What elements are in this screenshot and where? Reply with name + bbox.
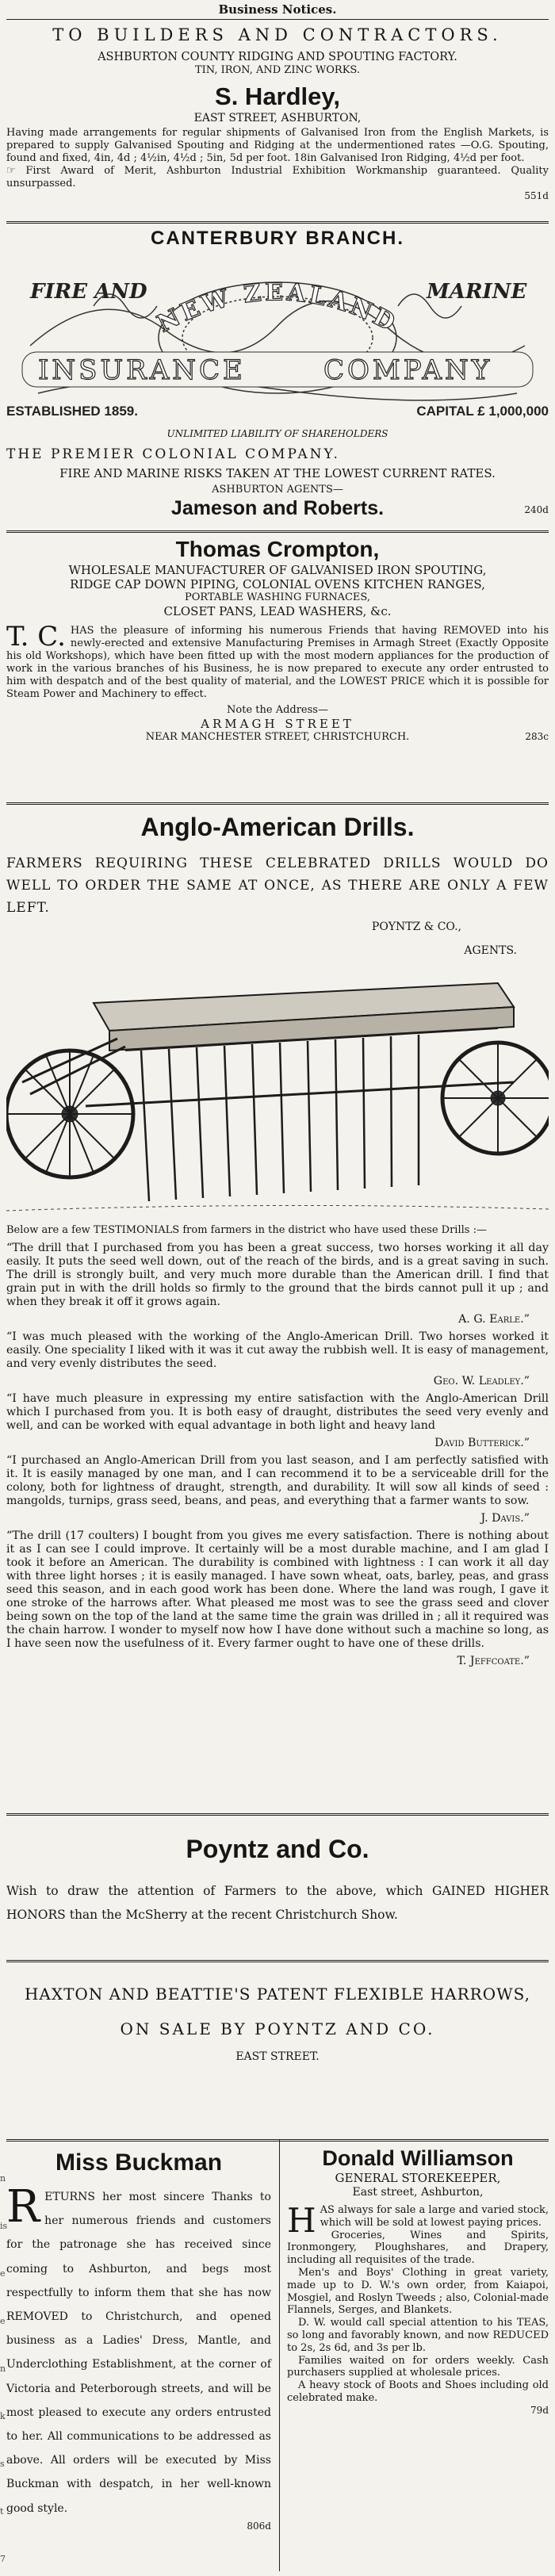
marine-label: MARINE xyxy=(427,280,527,304)
williamson-advert xyxy=(287,2139,549,2571)
crompton-note: Note the Address— xyxy=(227,704,328,716)
advert-ref: 79d xyxy=(530,2404,549,2416)
gutter-letter: is xyxy=(0,2221,8,2231)
insurance-premier: THE PREMIER COLONIAL COMPANY. xyxy=(6,446,340,462)
testimonial-text: “I purchased an Anglo-American Drill from you last season, and I am perfectly satisfied with it. It is easily managed by one man, and I can recommend it to be a serviceable drill for the colony, both for lightness of draught, strength, and durability. It will sow all kinds of seed : mangolds, turnips, grass seed, beans, and peas, and everything that a farmer wants to sow. xyxy=(6,1454,549,1507)
crompton-near: NEAR MANCHESTER STREET, CHRISTCHURCH. xyxy=(145,731,410,743)
williamson-dropcap: H xyxy=(287,2201,316,2240)
advert-ref: 551d xyxy=(524,190,549,201)
crompton-street: ARMAGH STREET xyxy=(201,717,354,731)
established-label: ESTABLISHED 1859. xyxy=(6,404,138,419)
harrows-line: HAXTON AND BEATTIE'S PATENT FLEXIBLE HARROWS, xyxy=(24,1985,531,2004)
williamson-place: East street, Ashburton, xyxy=(352,2186,484,2199)
insurance-risks: FIRE AND MARINE RISKS TAKEN AT THE LOWEST CURRENT RATES. xyxy=(59,466,496,480)
advert-ref: 806d xyxy=(247,2520,271,2532)
section-header: Business Notices. xyxy=(218,2,337,17)
drill-wheel xyxy=(442,1043,549,1154)
williamson-para: AS always for sale a large and varied stock, which will be sold at lowest paying prices. xyxy=(320,2204,549,2229)
harrows-line: ON SALE BY POYNTZ AND CO. xyxy=(120,2019,435,2038)
seed-drill-illustration xyxy=(6,963,549,1221)
testimonial xyxy=(6,1529,549,1668)
ground-line xyxy=(6,1205,549,1211)
hardley-name: S. Hardley, xyxy=(215,82,340,110)
drills-advert xyxy=(6,805,549,1813)
testimonial-signature: David Butterick.” xyxy=(434,1437,530,1449)
company-word: COMPANY xyxy=(323,354,493,386)
advert-ref: 240d xyxy=(524,504,549,515)
gutter-letter: e xyxy=(0,2268,6,2279)
fire-label: FIRE AND xyxy=(30,280,147,304)
poyntz-body: Wish to draw the attention of Farmers to the above, which GAINED HIGHER HONORS than the McSherry at the recent Christchurch Show. xyxy=(6,1884,549,1922)
gutter-letter: n xyxy=(0,2173,6,2184)
hardley-award: ☞ First Award of Merit, Ashburton Industrial Exhibition Workmanship guaranteed. Quality unsurpassed. xyxy=(6,165,549,189)
drill-wheel xyxy=(6,1051,133,1177)
testimonial-signature: T. Jeffcoate.” xyxy=(457,1655,530,1667)
williamson-para: Men's and Boys' Clothing in great variety, made up to D. W.'s own order, from Kaiapoi, Mosgiel, and Roslyn Tweeds ; also, Colonial-made Flannels, Serges, and Blankets. xyxy=(287,2266,549,2317)
insurance-emblem xyxy=(6,251,549,425)
crompton-line: RIDGE CAP DOWN PIPING, COLONIAL OVENS KITCHEN RANGES, xyxy=(70,577,485,591)
column-divider xyxy=(279,2139,280,2571)
williamson-para: D. W. would call special attention to his TEAS, so long and favorably known, and now REDUCED to 2s, 2s 6d, and 3s per lb. xyxy=(287,2317,549,2354)
drills-intro: Below are a few TESTIMONIALS from farmers in the district who have used these Drills :— xyxy=(6,1224,487,1236)
buckman-body: ETURNS her most sincere Thanks to her numerous friends and customers for the patronage she has received since coming to Ashburton, and begs most respectfully to inform them that she has now REMOVED to Christchurch, and opened business as a Ladies' Dress, Mantle, and Underclothing Establishment, at the corner of Victoria and Peterborough streets, and will be most pleased to execute any orders entrusted to her. All communications to be addressed as above. All orders will be executed by Miss Buckman with despatch, in her well-known good style. xyxy=(6,2191,271,2515)
williamson-sub: GENERAL STOREKEEPER, xyxy=(335,2171,501,2185)
crompton-advert xyxy=(6,533,549,802)
drills-agents: AGENTS. xyxy=(464,944,517,957)
two-column-section xyxy=(0,2139,549,2571)
testimonial-signature: A. G. Earle.” xyxy=(458,1313,530,1326)
poyntz-title: Poyntz and Co. xyxy=(186,1835,369,1863)
drill-coulters xyxy=(141,1035,419,1201)
crompton-initials: T. C. xyxy=(6,621,66,653)
testimonial-signature: Geo. W. Leadley.” xyxy=(433,1375,530,1388)
gutter-letter: t xyxy=(0,2506,4,2517)
hardley-body: Having made arrangements for regular shipments of Galvanised Iron from the English Markets, is prepared to supply Galvanised Spouting and Ridging at the undermentioned rates —O.G. Spouting, found and fixed, 4in, 4d ; 4½in, 4½d ; 5in, 5d per foot. 18in Galvanised Iron Ridging, 4½d per foot. xyxy=(6,127,549,164)
williamson-para: A heavy stock of Boots and Shoes including old celebrated make. xyxy=(287,2379,549,2404)
harrows-advert xyxy=(6,1962,549,2124)
drills-title: Anglo-American Drills. xyxy=(140,813,415,841)
gutter-letter: s xyxy=(0,2459,5,2469)
gutter-letter: k xyxy=(0,2411,6,2421)
insurance-advert xyxy=(6,224,549,530)
advert-column xyxy=(6,0,549,2124)
emblem-arc-title: NEW ZEALAND xyxy=(152,278,403,339)
williamson-para: Families waited on for orders weekly. Cash purchasers supplied at wholesale prices. xyxy=(287,2354,549,2379)
testimonial xyxy=(6,1242,549,1326)
capital-label: CAPITAL £ 1,000,000 xyxy=(416,404,549,419)
hardley-heading: TO BUILDERS AND CONTRACTORS. xyxy=(52,25,503,44)
crompton-body: HAS the pleasure of informing his numerous Friends that having REMOVED into his newly-erected and extensive Manufacturing Premises in Armagh Street (Exactly Opposite his old Workshops), which have been fitted up with the most modern appliances for the production of work in the various branches of his Business, he is now prepared to execute any order entrusted to him with despatch and of the best quality of material, and the LOWEST PRICE which it is possible for Steam Power and Machinery to effect. xyxy=(6,625,549,700)
advert-ref: 283c xyxy=(525,731,549,742)
gutter-letter: e xyxy=(0,2316,6,2326)
harrows-street: EAST STREET. xyxy=(235,2050,320,2063)
hardley-advert xyxy=(6,20,549,221)
drills-notice: FARMERS REQUIRING THESE CELEBRATED DRILLS WOULD DO WELL TO ORDER THE SAME AT ONCE, AS THERE ARE ONLY A FEW LEFT. xyxy=(6,855,549,916)
testimonial-text: “The drill (17 coulters) I bought from you gives me every satisfaction. There is nothing about it as I can see I could improve. It certainly will be a most durable machine, and I am glad I took it before an American. The durability is combined with lightness : I can work it all day with three light horses ; it is easily managed. I have sown wheat, oats, barley, peas, and grass seed this season, and in each good work has been done. Where the land was rough, I gave it one stroke of the harrows after. What pleased me most was to see the grass seed and clover being sown on the top of the land at the same time the grain was drilled in ; all it required was the chain harrow. I wonder to myself now how I have done without such a machine so long, as I have seen now the usefulness of it. Every farmer ought to have one of these drills. xyxy=(6,1529,549,1650)
testimonial-text: “The drill that I purchased from you has been a great success, two horses working it all day easily. It puts the seed well down, out of the reach of the birds, and is a great saving in such. The drill is strongly built, and very much more durable than the American drill. I find that grain put in with the drill holds so firmly to the ground that the birds cannot pull it up ; and when they break it off it grows again. xyxy=(6,1242,549,1308)
hardley-factory: ASHBURTON COUNTY RIDGING AND SPOUTING FACTORY. xyxy=(98,51,457,63)
buckman-dropcap: R xyxy=(6,2181,40,2233)
insurance-agents-label: ASHBURTON AGENTS— xyxy=(212,484,343,496)
buckman-advert xyxy=(6,2139,271,2571)
crompton-line: CLOSET PANS, LEAD WASHERS, &c. xyxy=(163,604,392,618)
poyntz-advert xyxy=(6,1816,549,1960)
testimonial xyxy=(6,1454,549,1525)
williamson-para: Groceries, Wines and Spirits, Ironmongery, Ploughshares, and Drapery, including all requisites of the trade. xyxy=(287,2229,549,2267)
crompton-line: WHOLESALE MANUFACTURER OF GALVANISED IRON SPOUTING, xyxy=(68,563,487,577)
testimonial-signature: J. Davis.” xyxy=(480,1512,530,1525)
gutter-letter: 7 xyxy=(0,2554,6,2564)
insurance-branch: CANTERBURY BRANCH. xyxy=(150,228,404,249)
williamson-title: Donald Williamson xyxy=(322,2146,514,2170)
crompton-line: PORTABLE WASHING FURNACES, xyxy=(184,591,371,603)
hardley-works: TIN, IRON, AND ZINC WORKS. xyxy=(194,64,361,76)
testimonial xyxy=(6,1330,549,1388)
buckman-title: Miss Buckman xyxy=(55,2149,223,2176)
insurance-liability: UNLIMITED LIABILITY OF SHAREHOLDERS xyxy=(166,428,388,439)
testimonial xyxy=(6,1392,549,1450)
insurance-word: INSURANCE xyxy=(38,354,246,386)
insurance-agents: Jameson and Roberts. xyxy=(170,497,385,519)
testimonial-text: “I was much pleased with the working of the Anglo-American Drill. Two horses worked it easily. One speciality I liked with it was it cut away the rubbish well. It is easy of management, and very evenly distributes the seed. xyxy=(6,1330,549,1370)
gutter-fragments xyxy=(0,2155,6,2576)
drills-firm: POYNTZ & CO., xyxy=(371,921,461,933)
crompton-name: Thomas Crompton, xyxy=(175,537,380,561)
hardley-address: EAST STREET, ASHBURTON, xyxy=(193,112,362,124)
testimonial-text: “I have much pleasure in expressing my entire satisfaction with the Anglo-American Drill which I purchased from you. It is both easy of draught, distributes the seed very evenly and well, and can be worked with equal advantage in both light and heavy land xyxy=(6,1392,549,1432)
gutter-letter: n xyxy=(0,2364,6,2374)
